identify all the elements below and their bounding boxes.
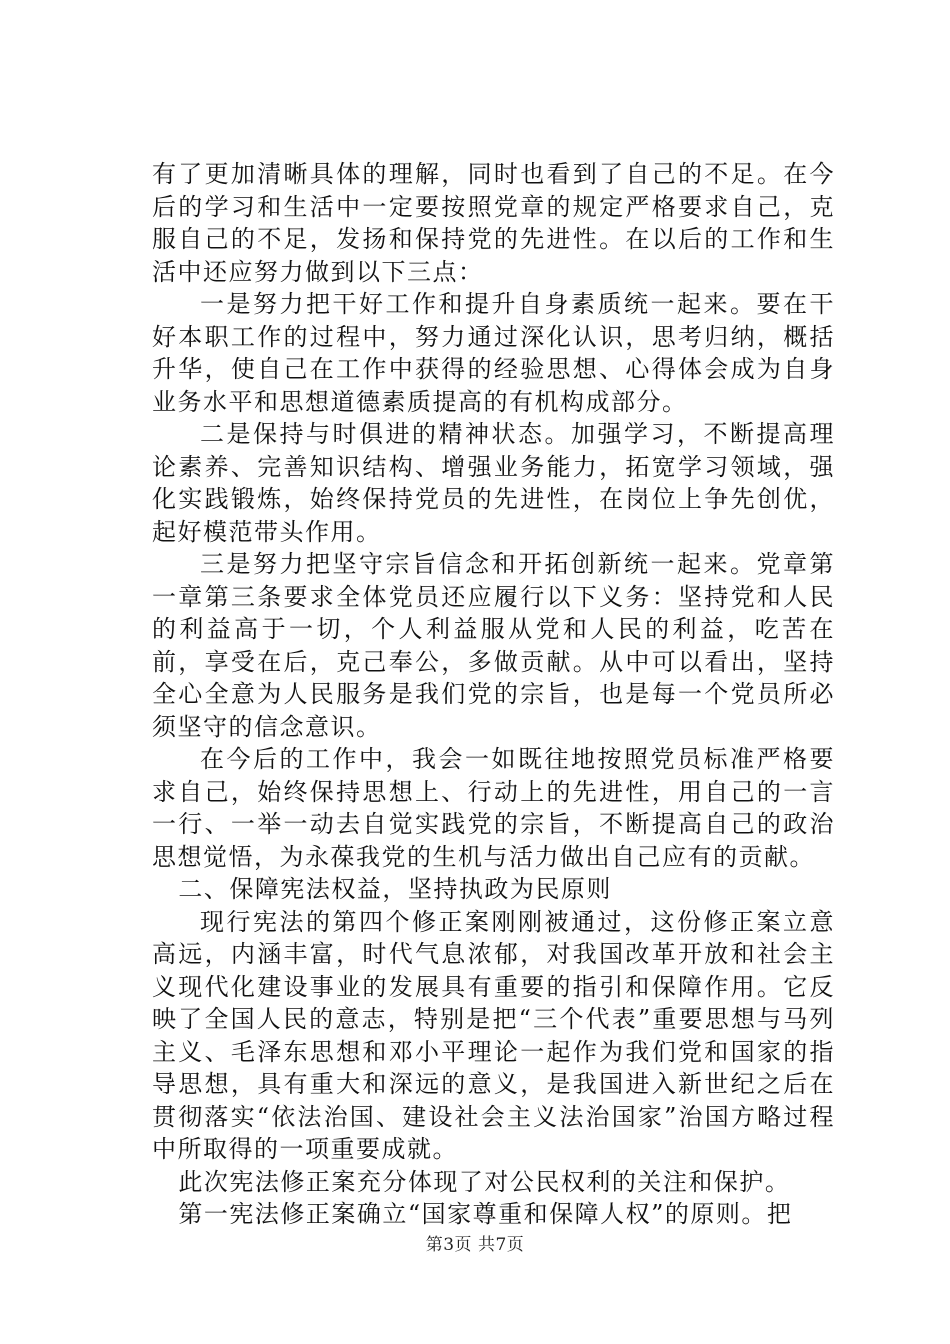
paragraph-point-two: 二是保持与时俱进的精神状态。加强学习，不断提高理论素养、完善知识结构、增强业务能力，拓宽学习领域，强化实践锻炼，始终保持党员的先进性，在岗位上争先创优，起好模范带头作用。	[152, 420, 835, 546]
paragraph-continuation: 有了更加清晰具体的理解，同时也看到了自己的不足。在今后的学习和生活中一定要按照党章的规定严格要求自己，克服自己的不足，发扬和保持党的先进性。在以后的工作和生活中还应努力做到以下三点：	[152, 160, 835, 286]
paragraph-commitment: 在今后的工作中，我会一如既往地按照党员标准严格要求自己，始终保持思想上、行动上的先进性，用自己的一言一行、一举一动去自觉实践党的宗旨，不断提高自己的政治思想觉悟，为永葆我党的生机与活力做出自己应有的贡献。	[152, 745, 835, 871]
paragraph-point-one: 一是努力把干好工作和提升自身素质统一起来。要在干好本职工作的过程中，努力通过深化认识，思考归纳，概括升华，使自己在工作中获得的经验思想、心得体会成为自身业务水平和思想道德素质提高的有机构成部分。	[152, 290, 835, 416]
paragraph-human-rights: 第一宪法修正案确立“国家尊重和保障人权”的原则。把	[178, 1200, 793, 1228]
document-body	[152, 158, 835, 1231]
paragraph-citizen-rights: 此次宪法修正案充分体现了对公民权利的关注和保护。	[178, 1167, 791, 1196]
section-heading: 二、保障宪法权益，坚持执政为民原则	[178, 875, 612, 903]
paragraph-constitution-amendment: 现行宪法的第四个修正案刚刚被通过，这份修正案立意高远，内涵丰富，时代气息浓郁，对我国改革开放和社会主义现代化建设事业的发展具有重要的指引和保障作用。它反映了全国人民的意志，特别是把“三个代表”重要思想与马列主义、毛泽东思想和邓小平理论一起作为我们党和国家的指导思想，具有重大和深远的意义，是我国进入新世纪之后在贯彻落实“依法治国、建设社会主义法治国家”治国方略过程中所取得的一项重要成就。	[152, 907, 835, 1163]
page-number-footer: 第3页 共7页	[425, 1235, 525, 1255]
paragraph-point-three: 三是努力把坚守宗旨信念和开拓创新统一起来。党章第一章第三条要求全体党员还应履行以下义务：坚持党和人民的利益高于一切，个人利益服从党和人民的利益，吃苦在前，享受在后，克己奉公，多做贡献。从中可以看出，坚持全心全意为人民服务是我们党的宗旨，也是每一个党员所必须坚守的信念意识。	[152, 550, 835, 741]
